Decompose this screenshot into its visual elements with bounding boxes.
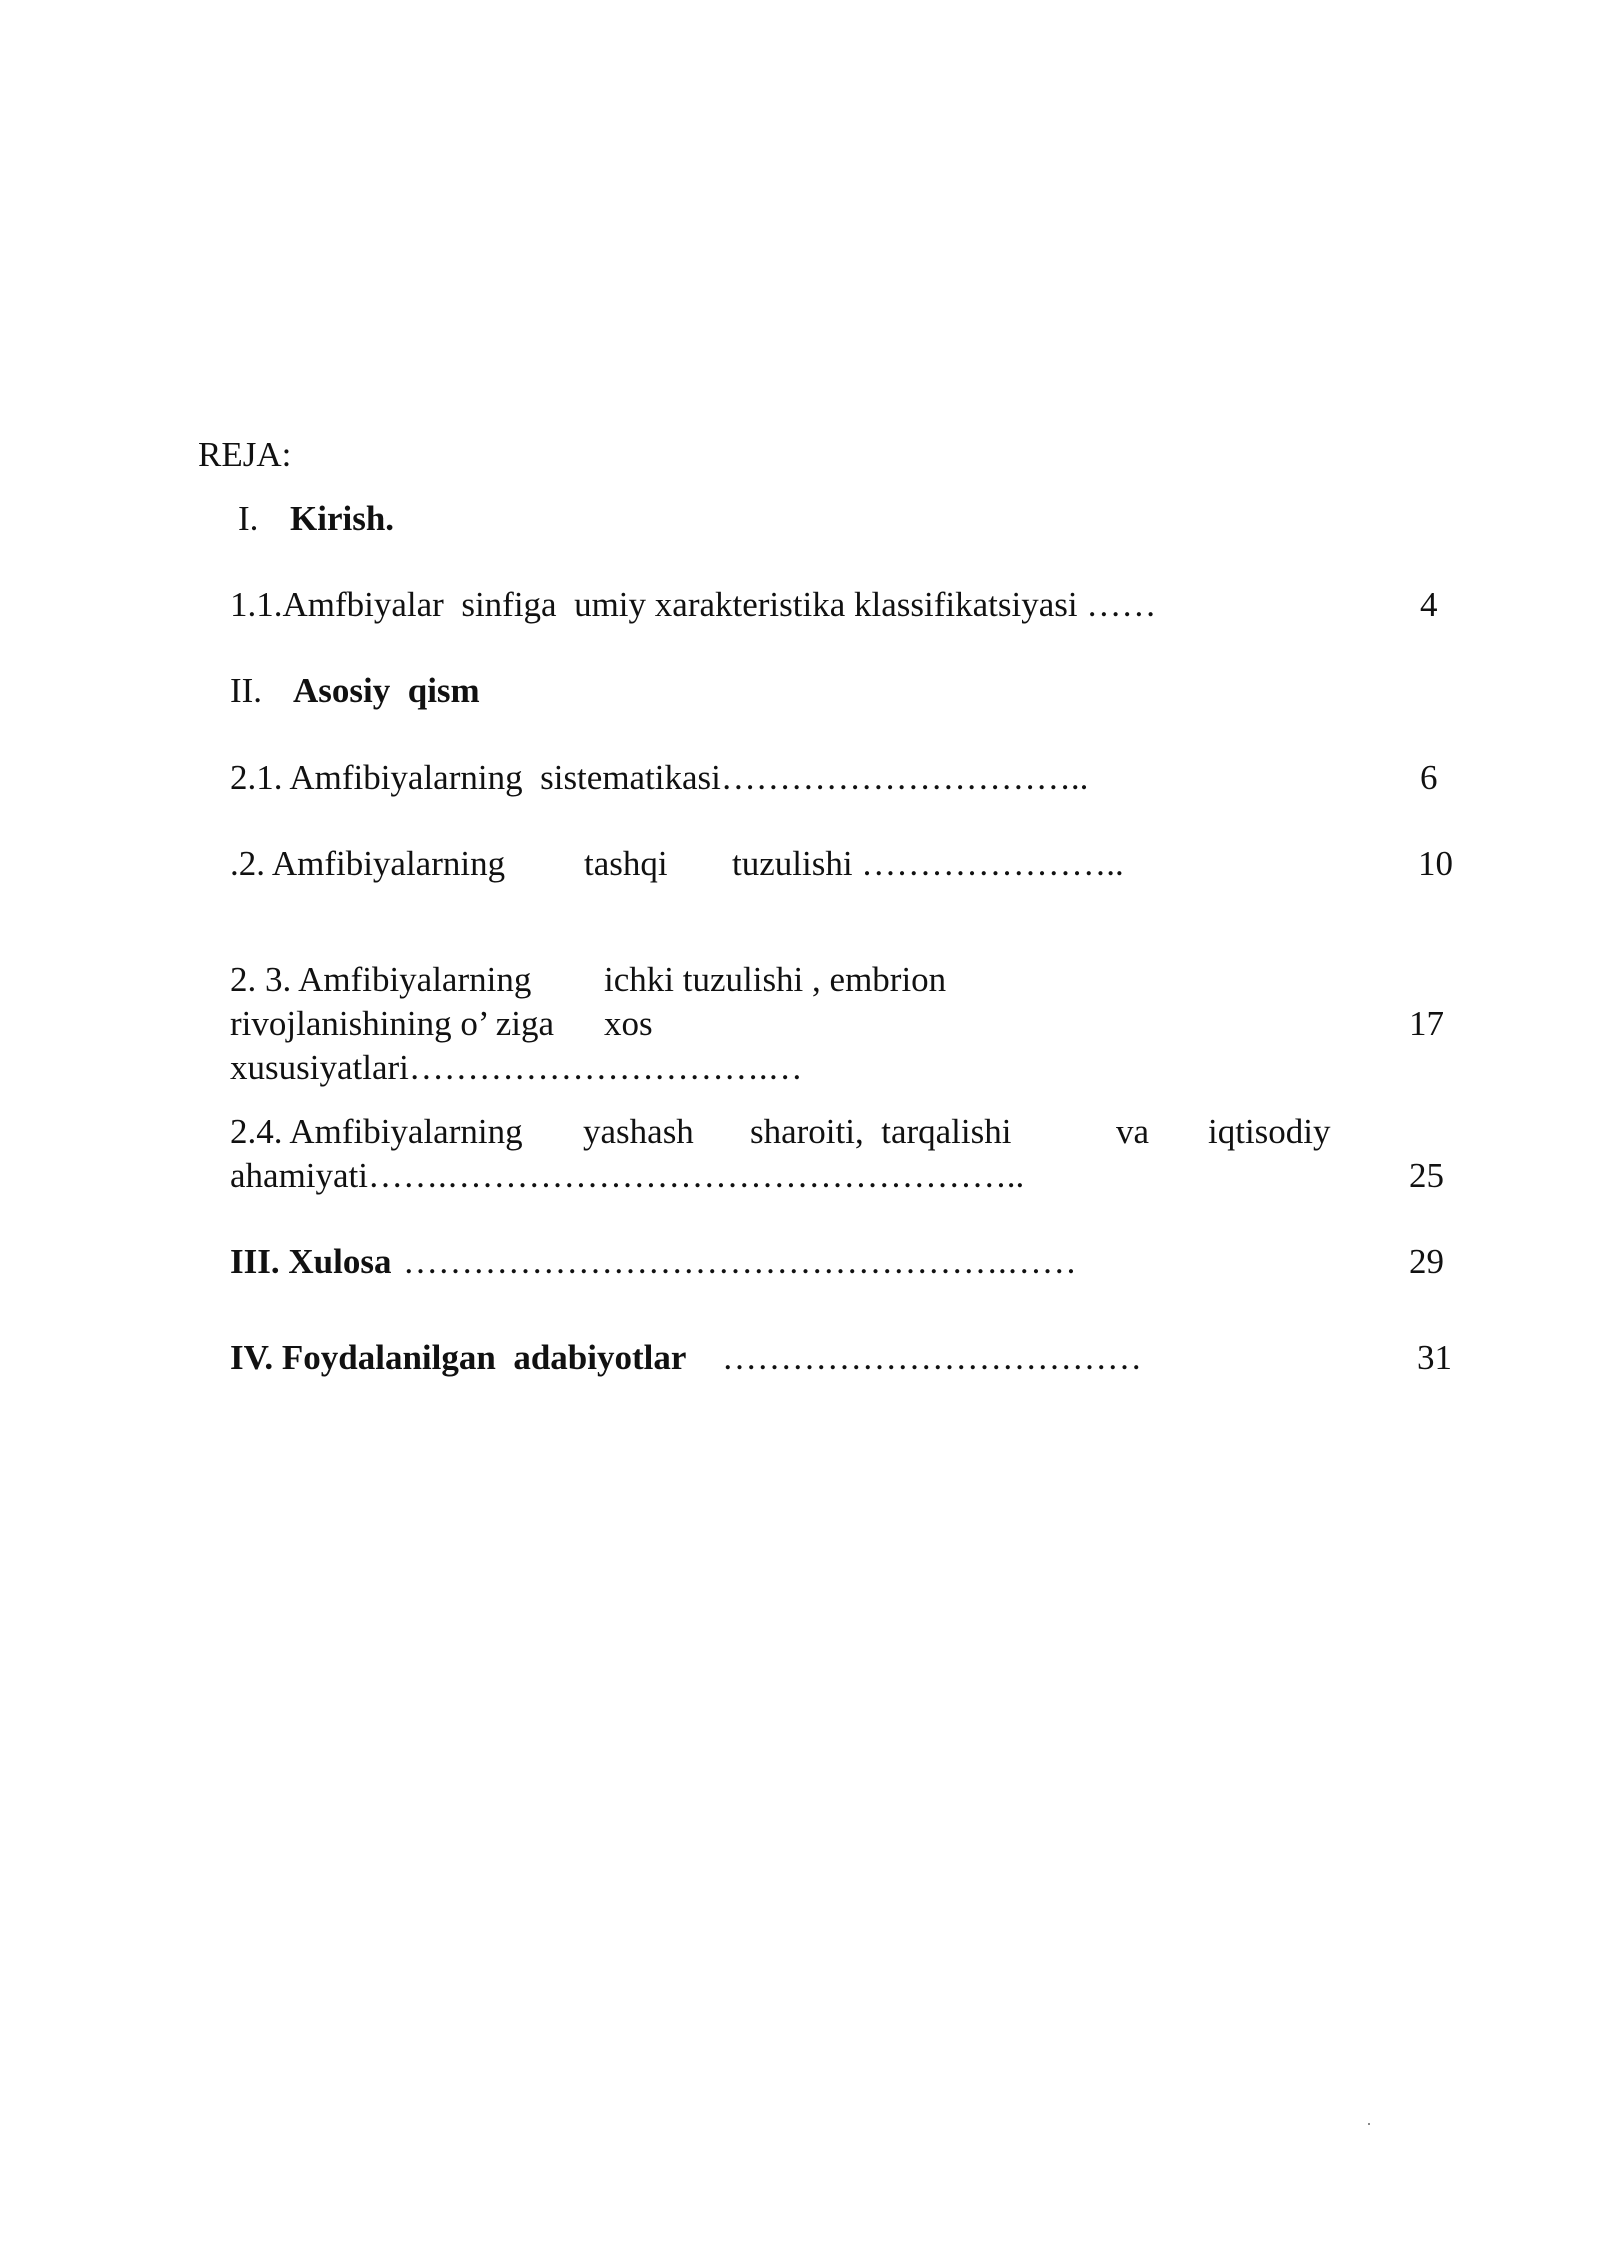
- section-roman-2: II.: [230, 671, 263, 710]
- toc-entry-2-4-w1: 2.4. Amfibiyalarning: [230, 1112, 523, 1151]
- toc-entry-2-4-w3: sharoiti, tarqalishi: [750, 1112, 1012, 1151]
- toc-entry-2-4-line2: ahamiyati…….…………………………………………..: [230, 1156, 1025, 1195]
- section-heading-xulosa: III. Xulosa: [230, 1242, 392, 1281]
- toc-page-xulosa: 29: [1409, 1242, 1444, 1281]
- stray-mark: [1368, 2123, 1370, 2125]
- toc-page-adabiyotlar: 31: [1417, 1338, 1452, 1377]
- toc-page-2-2: 10: [1418, 844, 1453, 883]
- toc-entry-2-2-part3: tuzulishi …………………..: [732, 844, 1124, 883]
- toc-page-2-3: 17: [1409, 1004, 1444, 1043]
- toc-entry-1-1: 1.1.Amfbiyalar sinfiga umiy xarakteristika klassifikatsiyasi ……: [230, 585, 1157, 624]
- toc-entry-2-3-line1b: ichki tuzulishi , embrion: [604, 960, 947, 999]
- toc-entry-2-4-w5: iqtisodiy: [1208, 1112, 1331, 1151]
- toc-page-2-1: 6: [1420, 758, 1438, 797]
- section-adabiyotlar-leader: ………………………………: [722, 1338, 1142, 1377]
- toc-entry-2-2-part2: tashqi: [584, 844, 668, 883]
- toc-entry-2-3-line2b: xos: [604, 1004, 653, 1043]
- toc-page-1-1: 4: [1420, 585, 1438, 624]
- toc-entry-2-4-w2: yashash: [583, 1112, 694, 1151]
- toc-entry-2-3-line1a: 2. 3. Amfibiyalarning: [230, 960, 532, 999]
- toc-entry-2-4-w4: va: [1116, 1112, 1150, 1151]
- section-heading-kirish: Kirish.: [290, 499, 395, 538]
- toc-entry-2-1: 2.1. Amfibiyalarning sistematikasi…………………………..: [230, 758, 1089, 797]
- page-title: REJA:: [198, 435, 292, 474]
- toc-entry-2-2-part1: .2. Amfibiyalarning: [230, 844, 506, 883]
- section-heading-asosiy: Asosiy qism: [293, 671, 480, 710]
- toc-page-2-4: 25: [1409, 1156, 1444, 1195]
- section-heading-adabiyotlar: IV. Foydalanilgan adabiyotlar: [230, 1338, 687, 1377]
- toc-entry-2-3-line3: xususiyatlari………………………….…: [230, 1048, 803, 1087]
- section-roman-1: I.: [238, 499, 259, 538]
- toc-entry-2-3-line2a: rivojlanishining o’ ziga: [230, 1004, 555, 1043]
- section-xulosa-leader: …………………………………………….……: [403, 1242, 1077, 1281]
